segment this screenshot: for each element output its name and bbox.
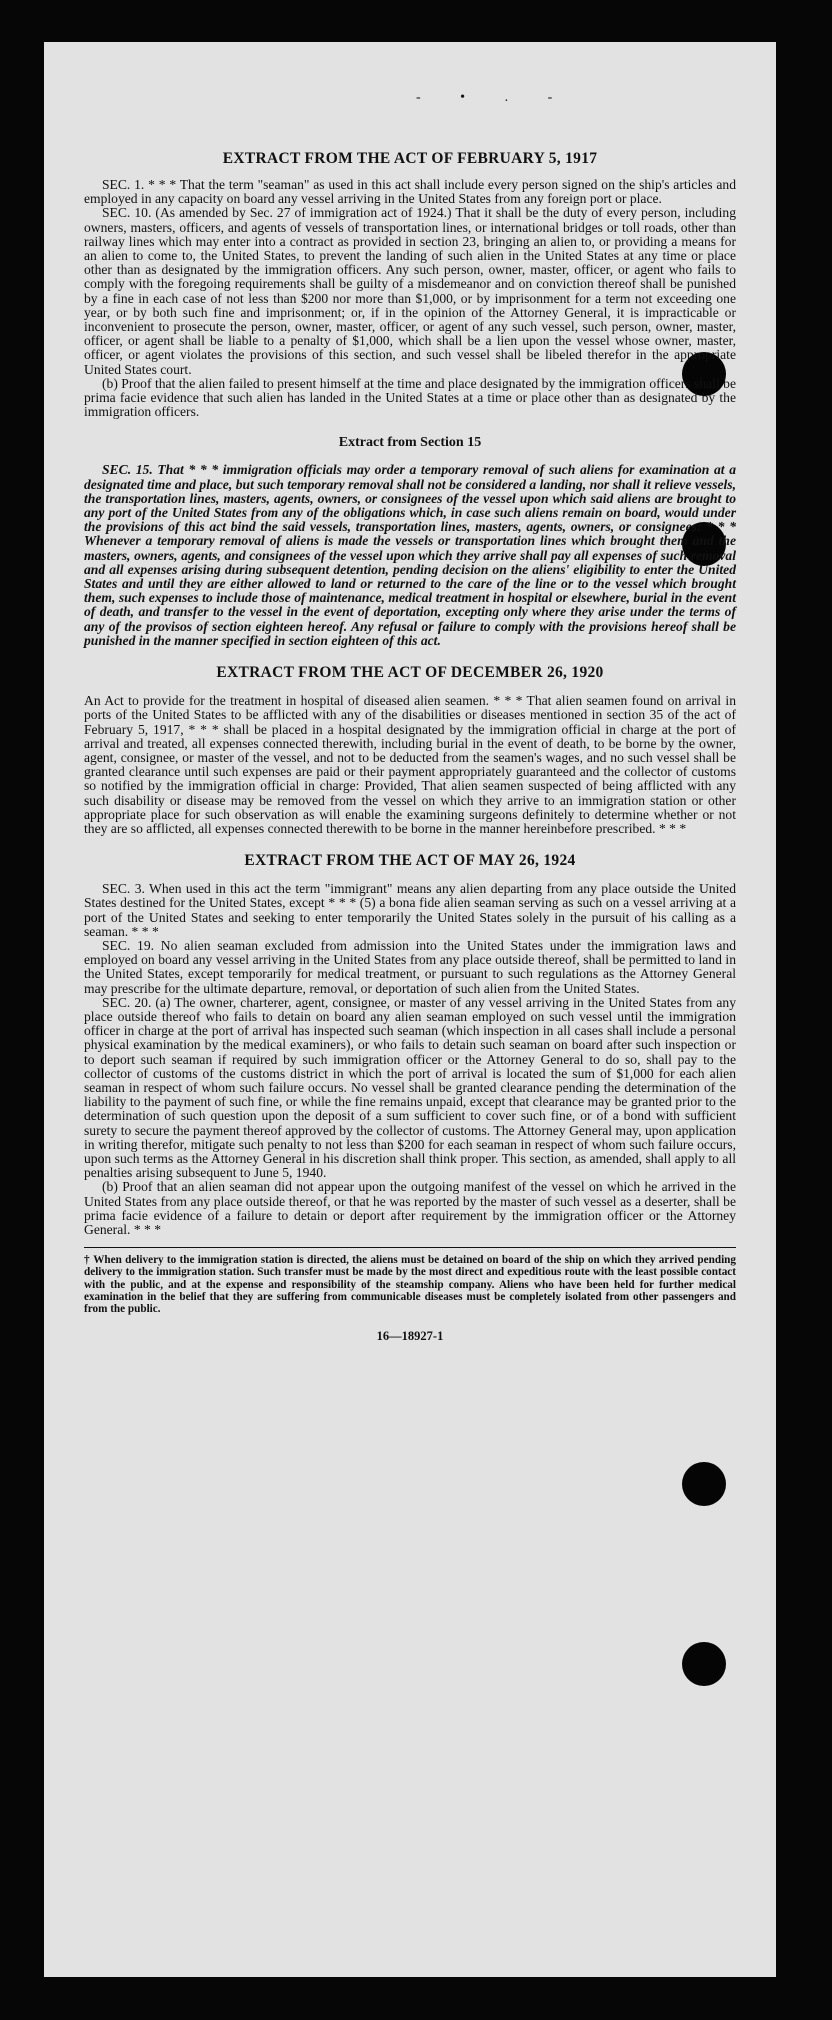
sec20a-paragraph: SEC. 20. (a) The owner, charterer, agent, consignee, or master of any vessel arriving in the United States from any place outside thereof who fails to detain on board any alien seaman employed on such vessel until the immigration officer in charge at the port of arrival has inspected such seaman (which inspection in all cases shall include a personal physical examination by the medical examiners), or who fails to detain such seaman on board after such inspection or to deport such seaman if required by such immigration officer or the Attorney General to do so, shall pay to the collector of customs of the customs district in which the port of arrival is located the sum of $1,000 for each alien seaman in respect of whom such failure occurs. No vessel shall be granted clearance pending the determination of the liability to the payment of such fine, or while the fine remains unpaid, except that clearance may be granted prior to the determination of such question upon the deposit of a sum sufficient to cover such fine, or of a bond with sufficient surety to secure the payment thereof approved by the collector of customs. The Attorney General may, upon application in writing therefor, mitigate such penalty to not less than $200 for each seaman in respect of whom such failure occurs, upon such terms as the Attorney General in his discretion shall think proper. This section, as amended, shall apply to all penalties arising subsequent to June 5, 1940. [84, 994, 736, 1181]
sec10b-paragraph: (b) Proof that the alien failed to present himself at the time and place designated by the immigration officers shall be prima facie evidence that such alien has landed in the United States at a time or place other than as designated by the immigration officers. [84, 375, 736, 420]
heading-act-1917: EXTRACT FROM THE ACT OF FEBRUARY 5, 1917 [222, 150, 598, 167]
heading-act-1924: EXTRACT FROM THE ACT OF MAY 26, 1924 [244, 852, 576, 870]
punch-hole-4 [682, 1642, 726, 1686]
footnote: † When delivery to the immigration station is directed, the aliens must be detained on board of the ship on which they arrived pending delivery to the immigration station. Such transfer must be made by the most direct and expeditious route with the least possible contact with the public, and at the expense and responsibility of the steamship company. Aliens who have been held for further medical examination in the belief that they are suffering from communicable diseases must be completely isolated from other passengers and from the public. [84, 1254, 736, 1316]
sec3-paragraph: SEC. 3. When used in this act the term "immigrant" means any alien departing from any place outside the United States destined for the United States, except * * * (5) a bona fide alien seaman serving as such on a vessel arriving at a port of the United States and seeking to enter temporarily the United States solely in the pursuit of his calling as a seaman. * * * [84, 881, 736, 939]
act-1920-paragraph: An Act to provide for the treatment in hospital of diseased alien seamen. * * * That alien seamen found on arrival in ports of the United States to be afflicted with any of the disabilities or diseases mentioned in section 35 of the act of February 5, 1917, * * * shall be placed in a hospital designated by the immigration official in charge at the port of arrival and treated, all expenses connected therewith, including burial in the event of death, to be borne by the owner, agent, consignee, or master of the vessel, and not to be deducted from the seamen's wages, and no such vessel shall be granted clearance until such expenses are paid or their payment appropriately guaranteed and the collector of customs so notified by the immigration official in charge: Provided, That alien seamen suspected of being afflicted with any such disability or disease may be removed from the vessel on which they arrive to an immigration station or other appropriate place for such observation as will enable the examining surgeons definitely to determine whether or not they are so afflicted, all expenses connected therewith to be borne in the manner hereinbefore prescribed. * * * [84, 693, 736, 836]
heading-act-1920: EXTRACT FROM THE ACT OF DECEMBER 26, 1920 [216, 664, 604, 682]
sec19-paragraph: SEC. 19. No alien seaman excluded from admission into the United States under the immigration laws and employed on board any vessel arriving in the United States from any place outside thereof, shall be permitted to land in the United States, except temporarily for medical treatment, or pursuant to such regulations as the Attorney General may prescribe for the ultimate departure, removal, or deportation of such alien from the United States. [84, 937, 736, 996]
document-page [44, 42, 776, 1977]
sec20b-paragraph: (b) Proof that an alien seaman did not appear upon the outgoing manifest of the vessel on which he arrived in the United States from any place outside thereof, or that he was reported by the master of such vessel as a deserter, shall be prima facie evidence of a failure to detain or deport after requirement by the immigration officer or the Attorney General. * * * [84, 1179, 736, 1237]
sec10-paragraph: SEC. 10. (As amended by Sec. 27 of immigration act of 1924.) That it shall be the duty of every person, including owners, masters, officers, and agents of vessels of transportation lines, or international bridges or toll roads, other than railway lines which may enter into a contract as provided in section 23, bringing an alien to, or providing a means for an alien to come to, the United States, to prevent the landing of such alien in the United States at any time or place other than as designated by the immigration officers. Any such person, owner, master, officer, or agent who fails to comply with the foregoing requirements shall be guilty of a misdemeanor and on conviction thereof shall be punished by a fine in each case of not less than $200 nor more than $1,000, or by imprisonment for a term not exceeding one year, or by both such fine and imprisonment; or, if in the opinion of the Attorney General, it is impracticable or inconvenient to prosecute the person, owner, master, officer, or agent of any such vessel, such person, owner, master, officer, or agent shall be liable to a penalty of $1,000, which shall be a lien upon the vessel whose owner, master, officer, or agent violates the provisions of this section, and such vessel shall be libeled therefor in the appropriate United States court. [84, 205, 736, 377]
form-code: 16—18927-1 [376, 1329, 444, 1344]
punch-hole-3 [682, 1462, 726, 1506]
text-column [84, 150, 736, 1344]
sec15-paragraph: SEC. 15. That * * * immigration officials may order a temporary removal of such aliens for examination at a designated time and place, but such temporary removal shall not be considered a landing, nor shall it relieve vessels, the transportation lines, masters, agents, owners, or consignees of the vessel upon which said aliens are brought to any port of the United States from any of the obligations which, in case such aliens remain on board, would under the provisions of this act bind the said vessels, transportation lines, masters, agents, owners, or consignees: * * * Whenever a temporary removal of aliens is made the vessels or transportation lines which brought them and the masters, owners, agents, and consignees of the vessel upon which they arrive shall pay all expenses of such removal and all expenses arising during subsequent detention, pending decision on the aliens' eligibility to enter the United States and until they are either allowed to land or returned to the care of the line or to the vessel which brought them, such expenses to include those of maintenance, medical treatment in hospital or elsewhere, burial in the event of death, and transfer to the vessel in the event of deportation, excepting only where they arise under the terms of any of the provisos of section eighteen hereof. Any refusal or failure to comply with the provisions hereof shall be punished in the manner specified in section eighteen of this act. [84, 462, 736, 648]
scan-marks: - • . - [416, 90, 571, 105]
sec1-paragraph: SEC. 1. * * * That the term "seaman" as used in this act shall include every person signed on the ship's articles and employed in any capacity on board any vessel arriving in the United States from any foreign port or place. [84, 177, 736, 207]
heading-section-15: Extract from Section 15 [338, 435, 482, 451]
